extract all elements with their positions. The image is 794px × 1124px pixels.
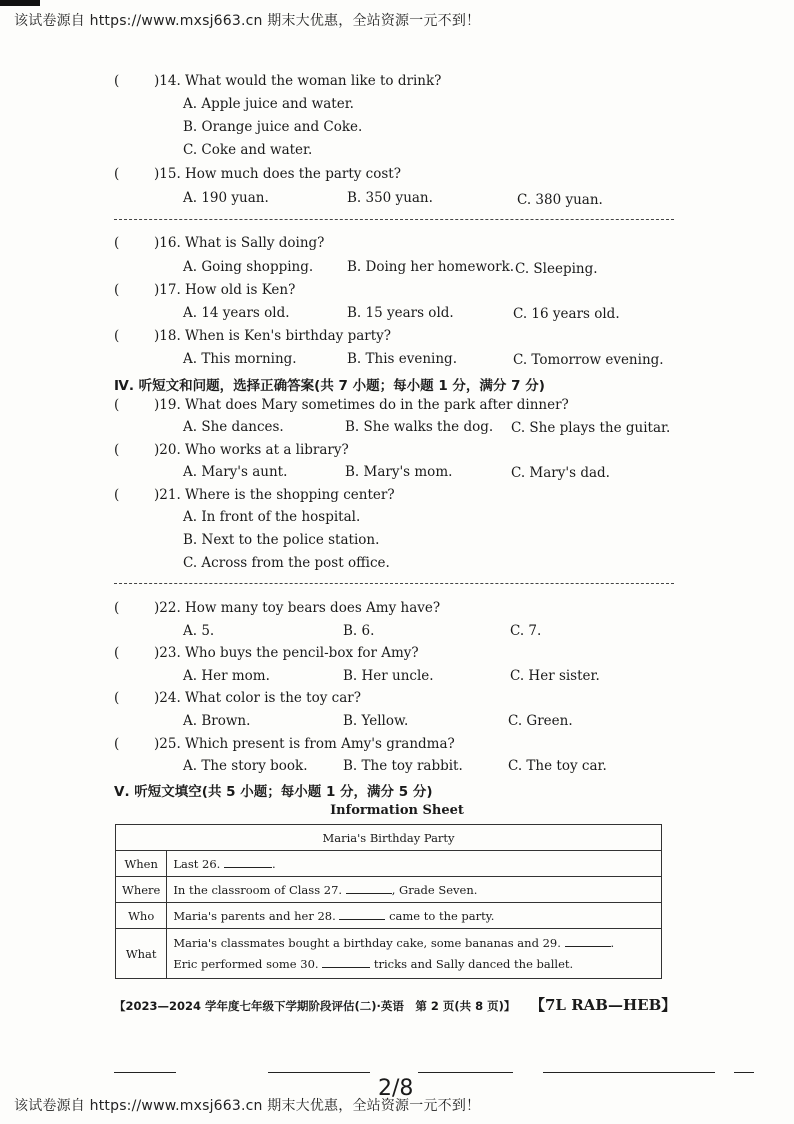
option-a: A. 5.	[183, 623, 215, 639]
section-heading-4: Ⅳ. 听短文和问题，选择正确答案(共 7 小题；每小题 1 分，满分 7 分)	[114, 378, 545, 394]
option-a: A. The story book.	[183, 758, 308, 774]
table-row	[116, 851, 662, 877]
paper-code: 【7L RAB—HEB】	[530, 996, 677, 1014]
option-a: A. Brown.	[183, 713, 251, 729]
bottom-rule	[543, 1072, 715, 1073]
section-heading-5: Ⅴ. 听短文填空(共 5 小题；每小题 1 分，满分 5 分)	[114, 784, 433, 800]
row-text: tricks and Sally danced the ballet.	[373, 956, 574, 971]
option-a: A. Mary's aunt.	[183, 464, 288, 480]
option-b: B. 6.	[343, 623, 375, 639]
information-sheet-table	[115, 824, 662, 979]
section-divider	[114, 219, 674, 220]
option-b: B. Orange juice and Coke.	[183, 119, 363, 135]
option-b: B. The toy rabbit.	[343, 758, 463, 774]
answer-bracket: (	[114, 166, 120, 182]
question-24	[114, 690, 361, 706]
row-label: When	[116, 851, 167, 877]
option-b: B. Next to the police station.	[183, 532, 380, 548]
page-footer: 【2023—2024 学年度七年级下学期阶段评估(二)·英语 第 2 页(共 8 页)】	[114, 999, 516, 1013]
option-c: C. The toy car.	[508, 758, 607, 774]
question-stem: )17. How old is Ken?	[154, 282, 296, 298]
question-stem: )16. What is Sally doing?	[154, 235, 325, 251]
answer-bracket: (	[114, 645, 120, 661]
question-16	[114, 235, 324, 251]
row-content: Maria's classmates bought a birthday cake, some bananas and 29. . Eric performed some 30. tricks and Sally danced the ballet.	[167, 929, 662, 979]
question-15	[114, 166, 401, 182]
bottom-rule	[418, 1072, 513, 1073]
bottom-rule	[734, 1072, 754, 1073]
row-content	[167, 877, 662, 903]
question-stem: )23. Who buys the pencil-box for Amy?	[154, 645, 419, 661]
option-c: C. Sleeping.	[515, 261, 598, 277]
option-a: A. She dances.	[183, 419, 284, 435]
answer-bracket: (	[114, 235, 120, 251]
question-23	[114, 645, 419, 661]
option-b: B. 15 years old.	[347, 305, 454, 321]
option-b: B. Doing her homework.	[347, 259, 515, 275]
option-b: B. Her uncle.	[343, 668, 434, 684]
row-text: Maria's parents and her 28.	[173, 908, 336, 923]
answer-bracket: (	[114, 600, 120, 616]
question-19	[114, 397, 569, 413]
answer-bracket: (	[114, 487, 120, 503]
page-number: 2/8	[378, 1076, 414, 1101]
question-stem: )24. What color is the toy car?	[154, 690, 361, 706]
section-divider	[114, 583, 674, 584]
promo-banner-bottom: 该试卷源自 https://www.mxsj663.cn 期末大优惠，全站资源一元不到！	[14, 1098, 481, 1114]
information-sheet-title: Information Sheet	[330, 803, 464, 818]
option-b: B. 350 yuan.	[347, 190, 433, 206]
option-c: C. Green.	[508, 713, 573, 729]
answer-blank-29[interactable]	[565, 946, 611, 947]
question-stem: )20. Who works at a library?	[154, 442, 349, 458]
option-a: A. Her mom.	[183, 668, 270, 684]
answer-bracket: (	[114, 442, 120, 458]
question-stem: )21. Where is the shopping center?	[154, 487, 395, 503]
option-a: A. Apple juice and water.	[183, 96, 354, 112]
option-c: C. Tomorrow evening.	[513, 352, 664, 368]
promo-banner-top: 该试卷源自 https://www.mxsj663.cn 期末大优惠，全站资源一元不到！	[14, 13, 481, 29]
answer-blank-28[interactable]	[339, 919, 385, 920]
option-b: B. This evening.	[347, 351, 457, 367]
option-a: A. In front of the hospital.	[183, 509, 361, 525]
question-25	[114, 736, 455, 752]
row-text: Last 26.	[173, 856, 221, 871]
option-c: C. Her sister.	[510, 668, 600, 684]
table-header: Maria's Birthday Party	[116, 825, 662, 851]
option-b: B. Mary's mom.	[345, 464, 453, 480]
question-22	[114, 600, 440, 616]
answer-bracket: (	[114, 397, 120, 413]
option-b: B. Yellow.	[343, 713, 409, 729]
row-label: What	[116, 929, 167, 979]
bottom-rule	[268, 1072, 370, 1073]
corner-mark	[0, 0, 40, 6]
answer-bracket: (	[114, 73, 120, 89]
option-c: C. Mary's dad.	[511, 465, 610, 481]
table-row	[116, 929, 662, 979]
question-stem: )22. How many toy bears does Amy have?	[154, 600, 441, 616]
bottom-rule	[114, 1072, 176, 1073]
row-label: Who	[116, 903, 167, 929]
answer-blank-26[interactable]	[224, 867, 272, 868]
option-c: C. Across from the post office.	[183, 555, 390, 571]
table-row	[116, 877, 662, 903]
row-text: Maria's classmates bought a birthday cake, some bananas and 29.	[173, 935, 561, 950]
option-a: A. Going shopping.	[183, 259, 314, 275]
answer-blank-30[interactable]	[322, 967, 370, 968]
answer-bracket: (	[114, 328, 120, 344]
row-label: Where	[116, 877, 167, 903]
option-a: A. 190 yuan.	[183, 190, 269, 206]
option-b: B. She walks the dog.	[345, 419, 494, 435]
option-a: A. This morning.	[183, 351, 297, 367]
question-stem: )18. When is Ken's birthday party?	[154, 328, 392, 344]
option-c: C. Coke and water.	[183, 142, 313, 158]
answer-blank-27[interactable]	[346, 893, 392, 894]
option-c: C. 380 yuan.	[517, 192, 603, 208]
table-row	[116, 903, 662, 929]
row-text: In the classroom of Class 27.	[173, 882, 343, 897]
option-c: C. 16 years old.	[513, 306, 620, 322]
question-20	[114, 442, 349, 458]
question-21	[114, 487, 395, 503]
question-stem: )25. Which present is from Amy's grandma?	[154, 736, 455, 752]
row-text: , Grade Seven.	[391, 882, 478, 897]
row-text: Eric performed some 30.	[173, 956, 319, 971]
answer-bracket: (	[114, 690, 120, 706]
question-stem: )15. How much does the party cost?	[154, 166, 401, 182]
row-content: Last 26. .	[167, 851, 662, 877]
option-c: C. She plays the guitar.	[511, 420, 671, 436]
option-a: A. 14 years old.	[183, 305, 290, 321]
question-stem: )19. What does Mary sometimes do in the park after dinner?	[154, 397, 569, 413]
question-18	[114, 328, 391, 344]
question-stem: )14. What would the woman like to drink?	[154, 73, 442, 89]
answer-bracket: (	[114, 282, 120, 298]
option-c: C. 7.	[510, 623, 542, 639]
answer-bracket: (	[114, 736, 120, 752]
question-17	[114, 282, 295, 298]
row-text: came to the party.	[389, 908, 495, 923]
question-14	[114, 73, 441, 89]
row-content	[167, 903, 662, 929]
